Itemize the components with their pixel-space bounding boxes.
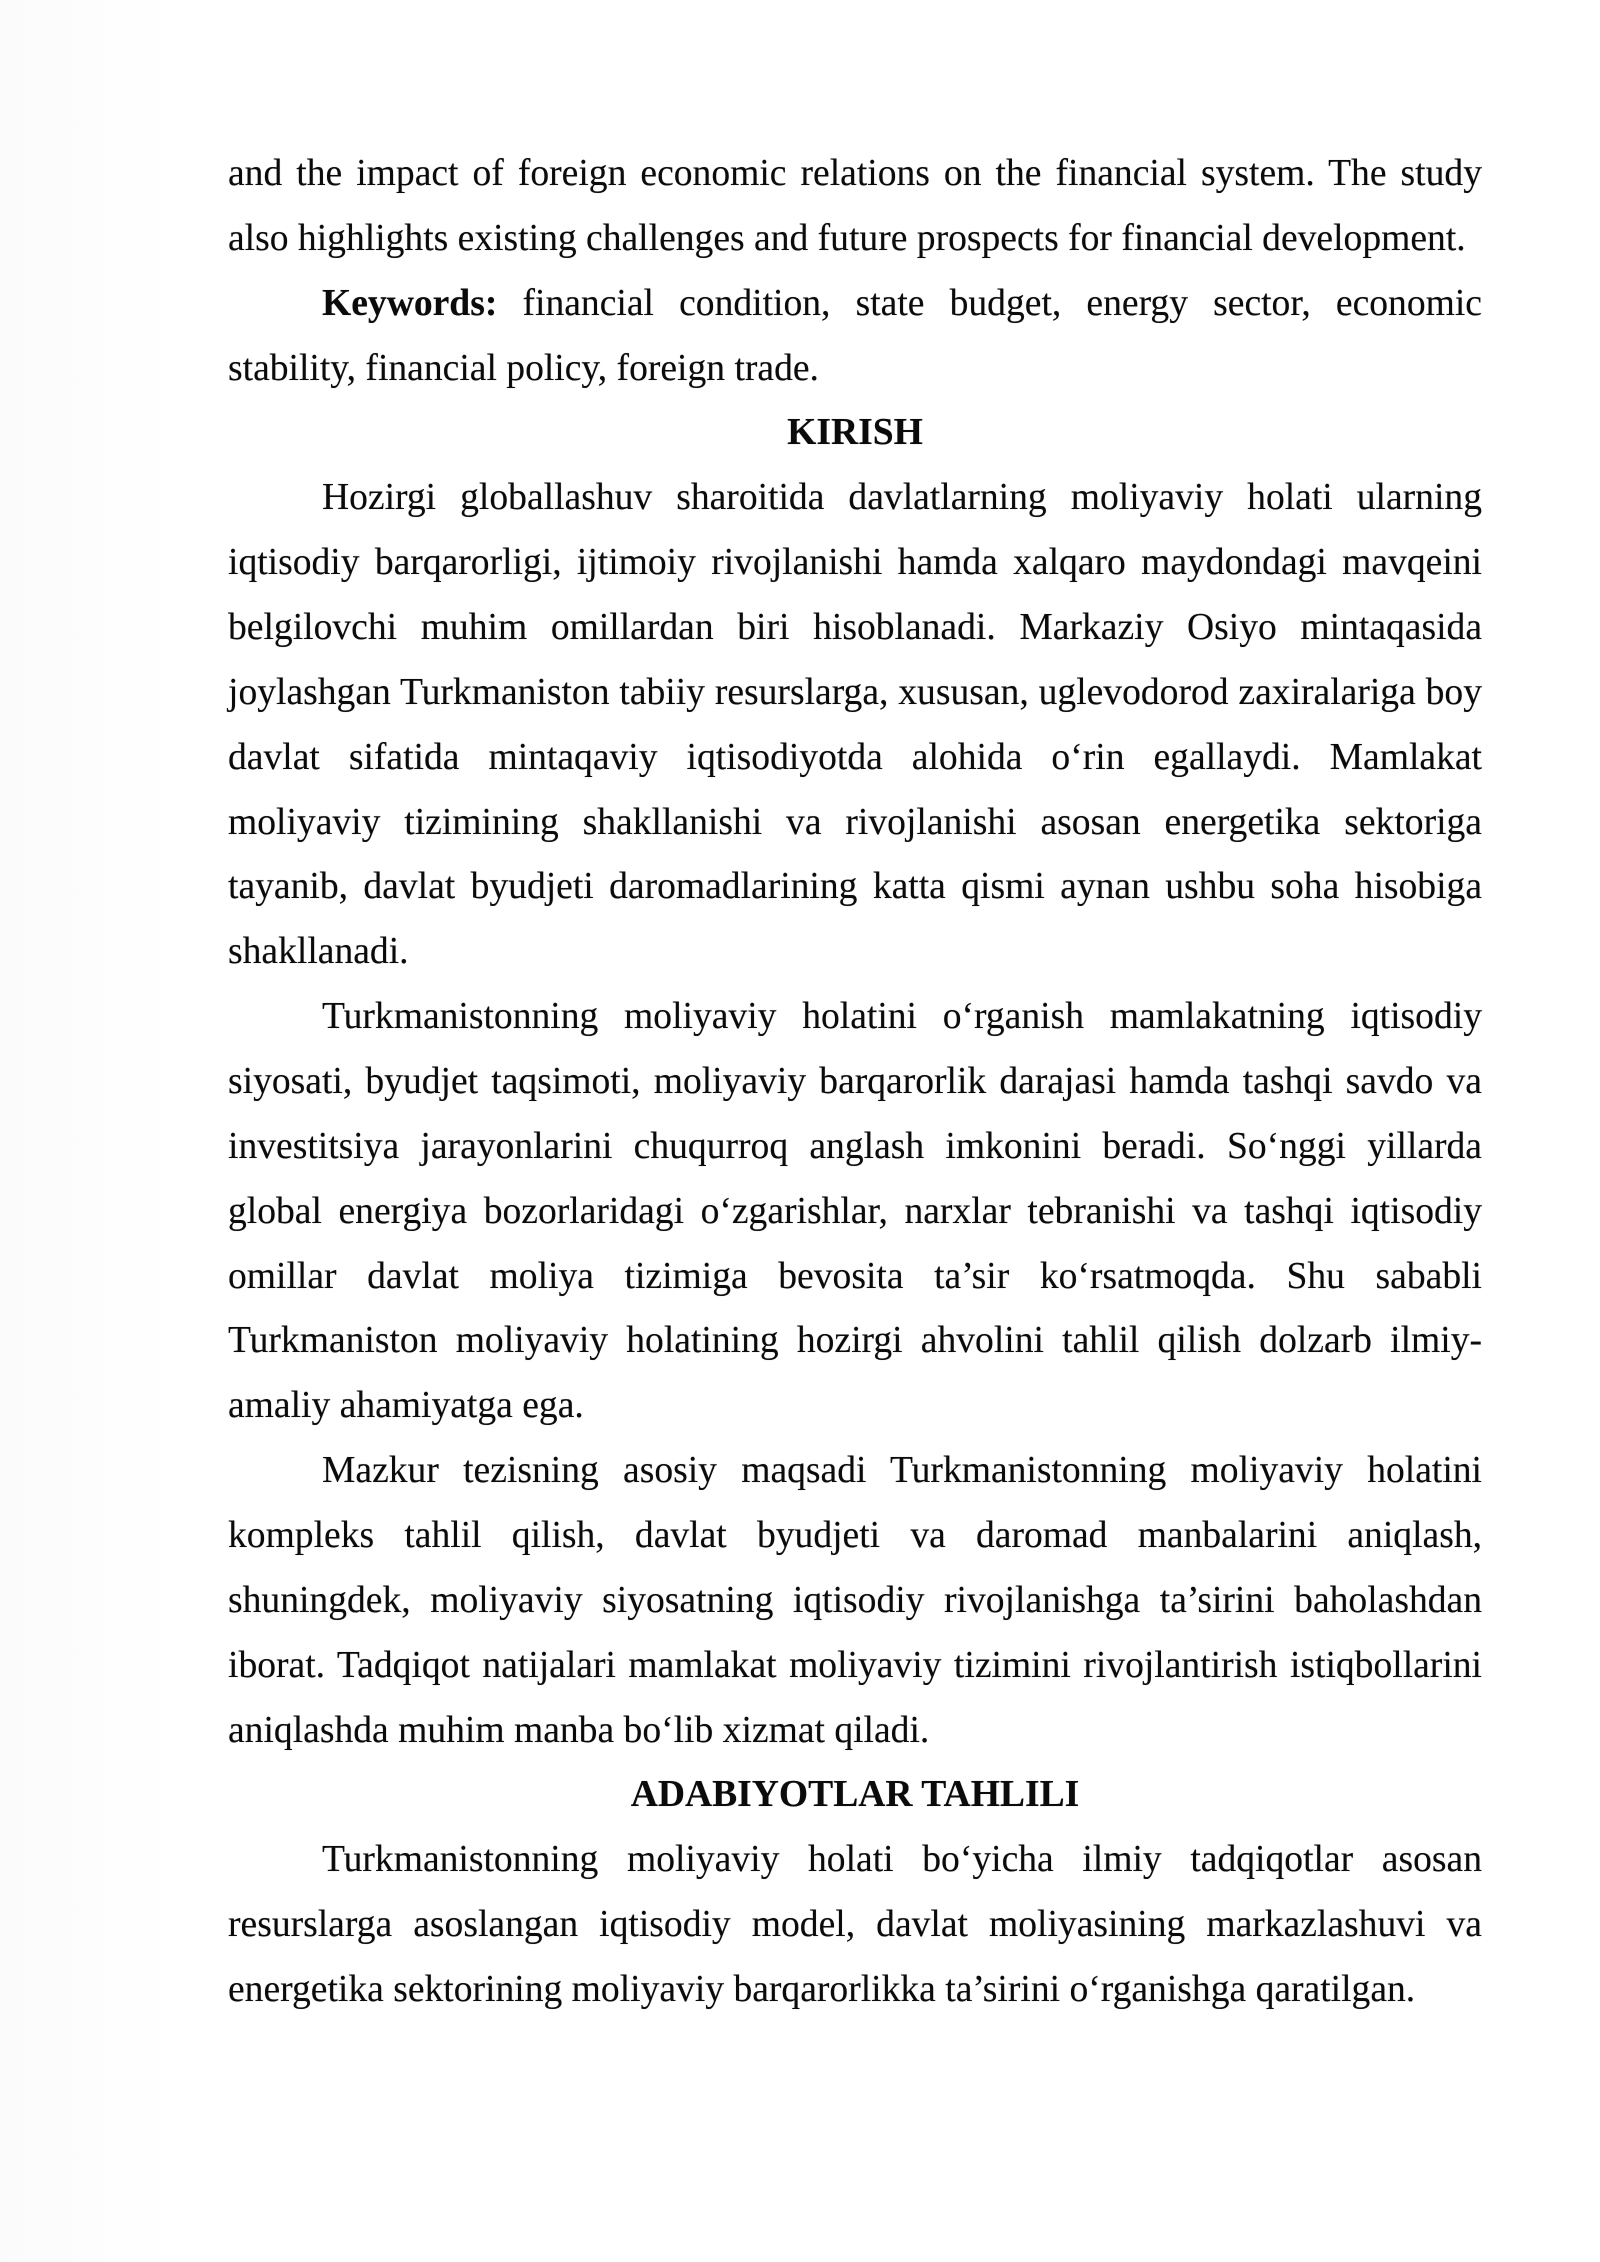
text-line: moliyaviy tizimining shakllanishi va rivojlanishi asosan energetika sektoriga <box>228 801 1482 843</box>
text-line: Mazkur tezisning asosiy maqsadi Turkmanistonning moliyaviy holatini <box>322 1450 1482 1492</box>
text-line: Turkmanistonning moliyaviy holati boʻyicha ilmiy tadqiqotlar asosan <box>322 1839 1482 1881</box>
text-line: amaliy ahamiyatga ega. <box>228 1385 584 1427</box>
text-line: stability, financial policy, foreign trade. <box>228 347 819 389</box>
text-line: resurslarga asoslangan iqtisodiy model, davlat moliyasining markazlashuvi va <box>228 1904 1482 1946</box>
text-line: and the impact of foreign economic relations on the financial system. The study <box>228 153 1482 194</box>
text-line: davlat sifatida mintaqaviy iqtisodiyotda alohida oʻrin egallaydi. Mamlakat <box>228 736 1482 778</box>
text-line: Hozirgi globallashuv sharoitida davlatlarning moliyaviy holati ularning <box>322 477 1482 519</box>
section-heading-kirish: KIRISH <box>787 412 923 454</box>
keywords-label: Keywords: <box>322 282 498 324</box>
text-line: global energiya bozorlaridagi oʻzgarishlar, narxlar tebranishi va tashqi iqtisodiy <box>228 1190 1482 1232</box>
text-line: shakllanadi. <box>228 931 409 973</box>
text-line: energetika sektorining moliyaviy barqarorlikka ta’sirini oʻrganishga qaratilgan. <box>228 1969 1416 2011</box>
keywords-line <box>228 272 1482 337</box>
text-block <box>228 142 1482 2023</box>
text-line: omillar davlat moliya tizimiga bevosita ta’sir koʻrsatmoqda. Shu sababli <box>228 1255 1482 1297</box>
text-line: investitsiya jarayonlarini chuqurroq anglash imkonini beradi. Soʻnggi yillarda <box>228 1125 1482 1167</box>
text-line: tayanib, davlat byudjeti daromadlarining katta qismi aynan ushbu soha hisobiga <box>228 866 1482 908</box>
text-line: shuningdek, moliyaviy siyosatning iqtisodiy rivojlanishga ta’sirini baholashdan <box>228 1579 1482 1621</box>
text-line: joylashgan Turkmaniston tabiiy resurslarga, xususan, uglevodorod zaxiralariga boy <box>228 671 1482 713</box>
keywords-text: financial condition, state budget, energy sector, economic <box>522 282 1482 324</box>
text-line: iqtisodiy barqarorligi, ijtimoiy rivojlanishi hamda xalqaro maydondagi mavqeini <box>228 542 1482 584</box>
text-line: kompleks tahlil qilish, davlat byudjeti va daromad manbalarini aniqlash, <box>228 1515 1482 1557</box>
text-line: Turkmaniston moliyaviy holatining hozirgi ahvolini tahlil qilish dolzarb ilmiy- <box>228 1320 1482 1362</box>
text-line: aniqlashda muhim manba boʻlib xizmat qiladi. <box>228 1709 930 1751</box>
text-line: Turkmanistonning moliyaviy holatini oʻrganish mamlakatning iqtisodiy <box>322 996 1482 1038</box>
text-line: belgilovchi muhim omillardan biri hisoblanadi. Markaziy Osiyo mintaqasida <box>228 607 1482 649</box>
text-line: siyosati, byudjet taqsimoti, moliyaviy barqarorlik darajasi hamda tashqi savdo va <box>228 1061 1482 1103</box>
section-heading-adabiyotlar-tahlili: ADABIYOTLAR TAHLILI <box>630 1774 1080 1816</box>
text-line: also highlights existing challenges and future prospects for financial development. <box>228 217 1466 259</box>
text-line: iborat. Tadqiqot natijalari mamlakat moliyaviy tizimini rivojlantirish istiqbollarini <box>228 1644 1482 1686</box>
